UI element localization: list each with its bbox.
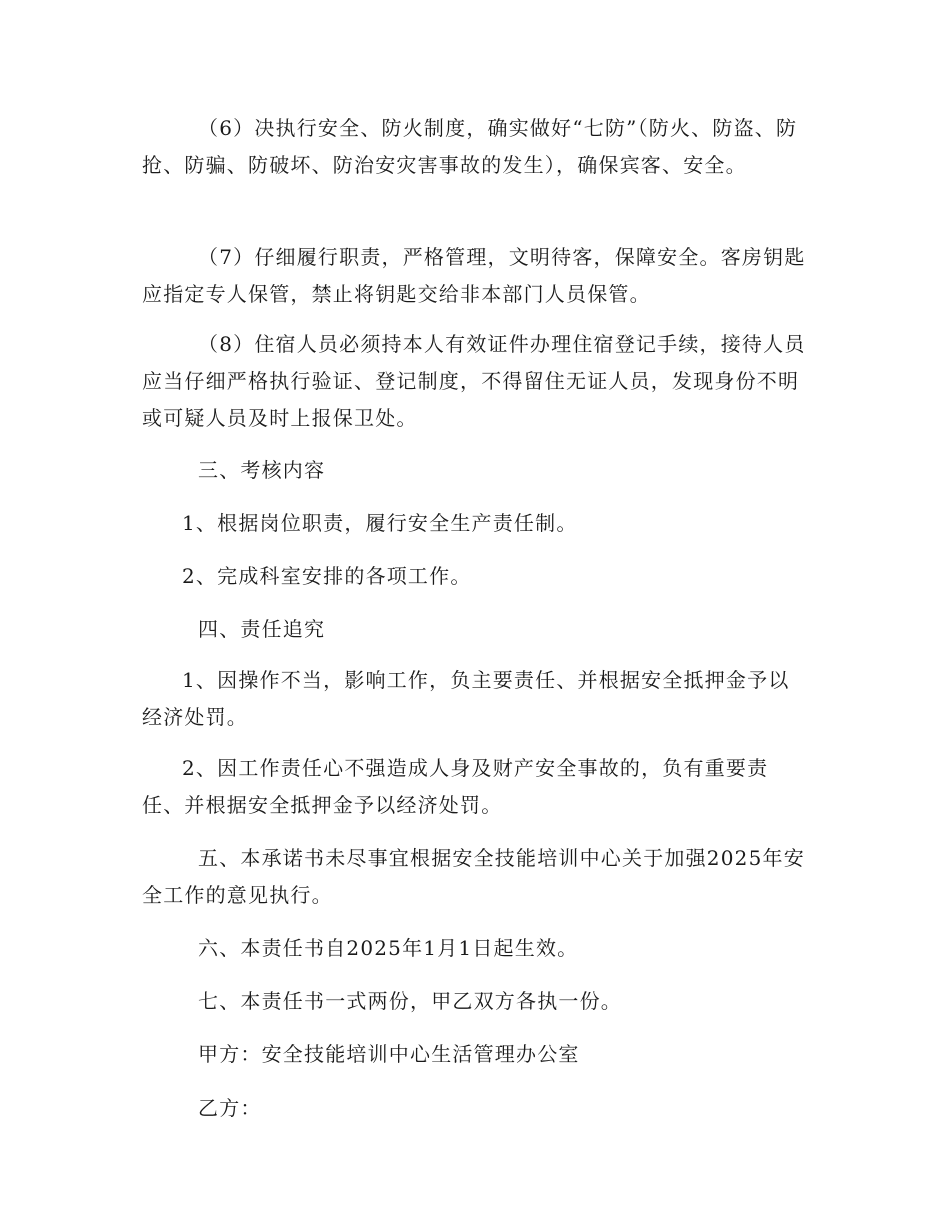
accountability-item-2: 2、因工作责任心不强造成人身及财产安全事故的，负有重要责任、并根据安全抵押金予以经济处罚。: [142, 756, 769, 817]
clause-seven: 七、本责任书一式两份，甲乙双方各执一份。: [198, 989, 622, 1013]
section-heading-assessment: 三、考核内容: [198, 458, 326, 482]
clause-six: 六、本责任书自2025年1月1日起生效。: [198, 936, 579, 960]
party-b: 乙方：: [198, 1096, 262, 1120]
assessment-item-2: 2、完成科室安排的各项工作。: [182, 564, 472, 588]
paragraph-item-7: （7）仔细履行职责，严格管理，文明待客，保障安全。客房钥匙应指定专人保管，禁止将钥匙交给非本部门人员保管。: [142, 245, 806, 306]
clause-five: 五、本承诺书未尽事宜根据安全技能培训中心关于加强2025年安全工作的意见执行。: [142, 846, 805, 907]
party-a: 甲方：安全技能培训中心生活管理办公室: [198, 1042, 580, 1066]
accountability-item-1: 1、因操作不当，影响工作，负主要责任、并根据安全抵押金予以经济处罚。: [142, 668, 790, 729]
paragraph-item-6: （6）决执行安全、防火制度，确实做好“七防”（防火、防盗、防抢、防骗、防破坏、防治安灾害事故的发生），确保宾客、安全。: [142, 116, 798, 177]
section-heading-accountability: 四、责任追究: [198, 617, 326, 641]
assessment-item-1: 1、根据岗位职责，履行安全生产责任制。: [182, 511, 578, 535]
paragraph-item-8: （8）住宿人员必须持本人有效证件办理住宿登记手续，接待人员应当仔细严格执行验证、登记制度，不得留住无证人员，发现身份不明或可疑人员及时上报保卫处。: [142, 332, 806, 430]
